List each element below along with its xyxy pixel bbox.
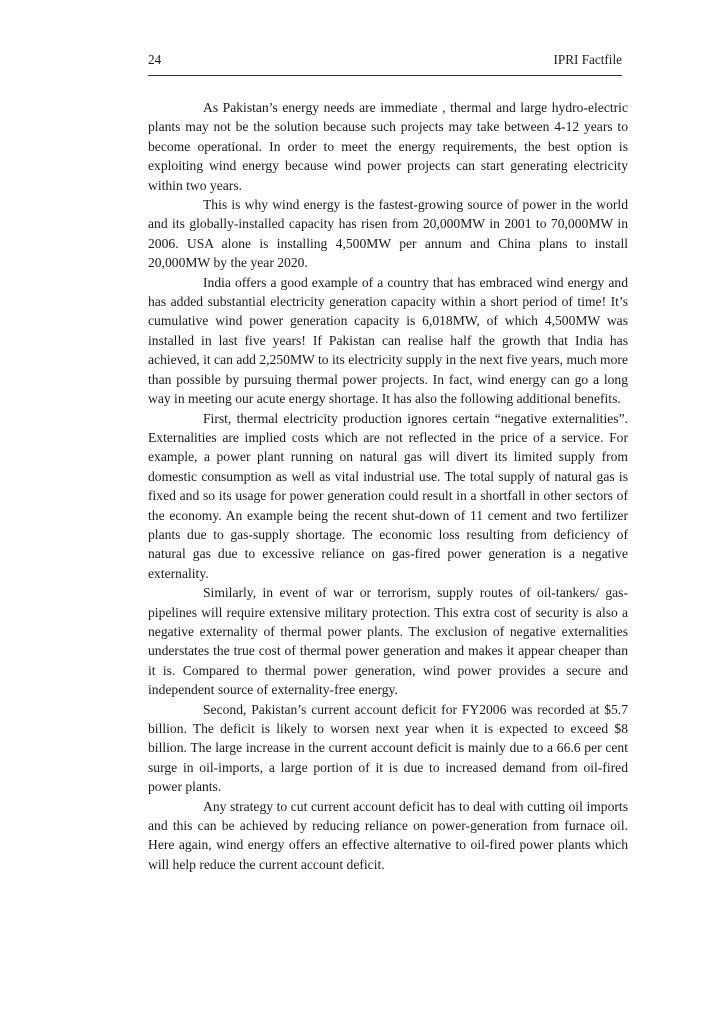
paragraph-security-costs: Similarly, in event of war or terrorism, supply routes of oil-tankers/ gas-pipelines will require extensive military protection. This extra cost of security is also a negative externality of thermal power plants. The exclusion of negative externalities understates the true cost of thermal power generation and makes it appear cheaper than it is. Compared to thermal power generation, wind power provides a secure and independent source of externality-free energy.: [148, 585, 628, 698]
body-text: [148, 98, 628, 874]
page-number: 24: [148, 52, 162, 67]
paragraph-oil-imports: Any strategy to cut current account deficit has to deal with cutting oil imports and this can be achieved by reducing reliance on power-generation from furnace oil. Here again, wind energy offers an effective alternative to oil-fired power plants which will help reduce the current account deficit.: [148, 798, 628, 872]
paragraph-current-account: Second, Pakistan’s current account deficit for FY2006 was recorded at $5.7 billion. The deficit is likely to worsen next year when it is expected to exceed $8 billion. The large increase in the current account deficit is mainly due to a 66.6 per cent surge in oil-imports, a large portion of it is due to increased demand from oil-fired power plants.: [148, 701, 628, 795]
paragraph-negative-externalities: First, thermal electricity production ignores certain “negative externalities”. Externalities are implied costs which are not reflected in the price of a service. For example, a power plant running on natural gas will divert its limited supply from domestic consumption as well as vital industrial use. The total supply of natural gas is fixed and so its usage for power generation could result in a shortfall in other sectors of the economy. An example being the recent shut-down of 11 cement and two fertilizer plants due to gas-supply shortage. The economic loss resulting from deficiency of natural gas due to excessive reliance on gas-fired power generation is a negative externality.: [148, 410, 628, 581]
page-header: [148, 50, 622, 72]
paragraph-india-example: India offers a good example of a country that has embraced wind energy and has added substantial electricity generation capacity within a short period of time! It’s cumulative wind power generation capacity is 6,018MW, of which 4,500MW was installed in last five years! If Pakistan can realise half the growth that India has achieved, it can add 2,250MW to its electricity supply in the next five years, much more than possible by pursuing thermal power projects. In fact, wind energy can go a long way in meeting our acute energy shortage. It has also the following additional benefits.: [148, 274, 628, 407]
paragraph-wind-growth: This is why wind energy is the fastest-growing source of power in the world and its globally-installed capacity has risen from 20,000MW in 2001 to 70,000MW in 2006. USA alone is installing 4,500MW per annum and China plans to install 20,000MW by the year 2020.: [148, 197, 628, 271]
running-title: IPRI Factfile: [553, 52, 622, 67]
paragraph-energy-needs: As Pakistan’s energy needs are immediate , thermal and large hydro-electric plants may not be the solution because such projects may take between 4-12 years to become operational. In order to meet the energy requirements, the best option is exploiting wind energy because wind power projects can start generating electricity within two years.: [148, 100, 628, 193]
header-divider: [148, 75, 622, 76]
